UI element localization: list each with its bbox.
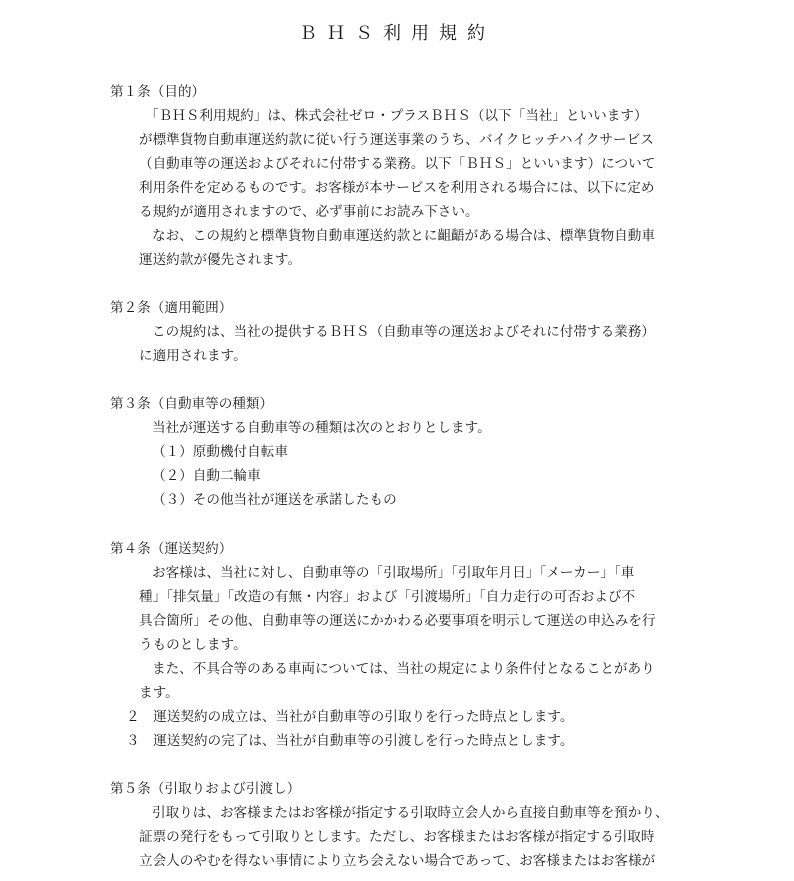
article-4-line: お客様は、当社に対し、自動車等の「引取場所」「引取年月日」「メーカー」「車 <box>152 565 635 581</box>
article-2-line: に適用されます。 <box>139 348 247 364</box>
article-4-line: また、不具合等のある車両については、当社の規定により条件付となることがあり <box>152 661 655 677</box>
article-3-heading: 第３条（自動車等の種類） <box>110 396 274 412</box>
article-1-line: 利用条件を定めるものです。お客様が本サービスを利用される場合には、以下に定め <box>139 180 655 196</box>
article-3-list-item: （３）その他当社が運送を承諾したもの <box>152 492 397 508</box>
article-3-list-item: （１）原動機付自転車 <box>152 444 288 460</box>
article-1-line: 運送約款が優先されます。 <box>139 252 302 268</box>
article-5-line: 証票の発行をもって引取りとします。ただし、お客様またはお客様が指定する引取時 <box>139 829 655 845</box>
article-1-line: （自動車等の運送およびそれに付帯する業務。以下「ＢＨＳ」といいます）について <box>139 156 656 172</box>
article-1-line: 「ＢＨＳ利用規約」は、株式会社ゼロ・プラスＢＨＳ（以下「当社」といいます） <box>145 108 648 124</box>
article-1-line: る規約が適用されますので、必ず事前にお読み下さい。 <box>139 204 479 220</box>
article-1-heading: 第１条（目的） <box>110 84 206 100</box>
article-3-line: 当社が運送する自動車等の種類は次のとおりとします。 <box>152 420 491 436</box>
article-4-clause: ３ 運送契約の完了は、当社が自動車等の引渡しを行った時点とします。 <box>126 733 574 749</box>
article-4-line: 種」「排気量」「改造の有無・内容」および「引渡場所」「自力走行の可否および不 <box>139 589 636 605</box>
article-2-heading: 第２条（適用範囲） <box>110 300 233 316</box>
article-4-clause: ２ 運送契約の成立は、当社が自動車等の引取りを行った時点とします。 <box>126 709 574 725</box>
article-1-line: なお、この規約と標準貨物自動車運送約款とに齟齬がある場合は、標準貨物自動車 <box>152 228 655 244</box>
article-4-line: うものとします。 <box>139 637 247 653</box>
article-4-line: ます。 <box>139 685 179 701</box>
document-title: ＢＨＳ利用規約 <box>299 23 495 44</box>
article-3-list-item: （２）自動二輪車 <box>152 468 261 484</box>
article-4-line: 具合箇所」その他、自動車等の運送にかかわる必要事項を明示して運送の申込みを行 <box>139 613 656 629</box>
article-2-line: この規約は、当社の提供するＢＨＳ（自動車等の運送およびそれに付帯する業務） <box>152 324 655 340</box>
article-4-heading: 第４条（運送契約） <box>110 541 233 557</box>
article-1-line: が標準貨物自動車運送約款に従い行う運送事業のうち、バイクヒッチハイクサービス <box>139 132 654 148</box>
article-5-line: 立会人のやむを得ない事情により立ち会えない場合であって、お客様またはお客様が <box>139 853 656 869</box>
article-5-heading: 第５条（引取りおよび引渡し） <box>110 781 301 797</box>
article-5-line: 引取りは、お客様またはお客様が指定する引取時立会人から直接自動車等を預かり、 <box>152 805 669 821</box>
